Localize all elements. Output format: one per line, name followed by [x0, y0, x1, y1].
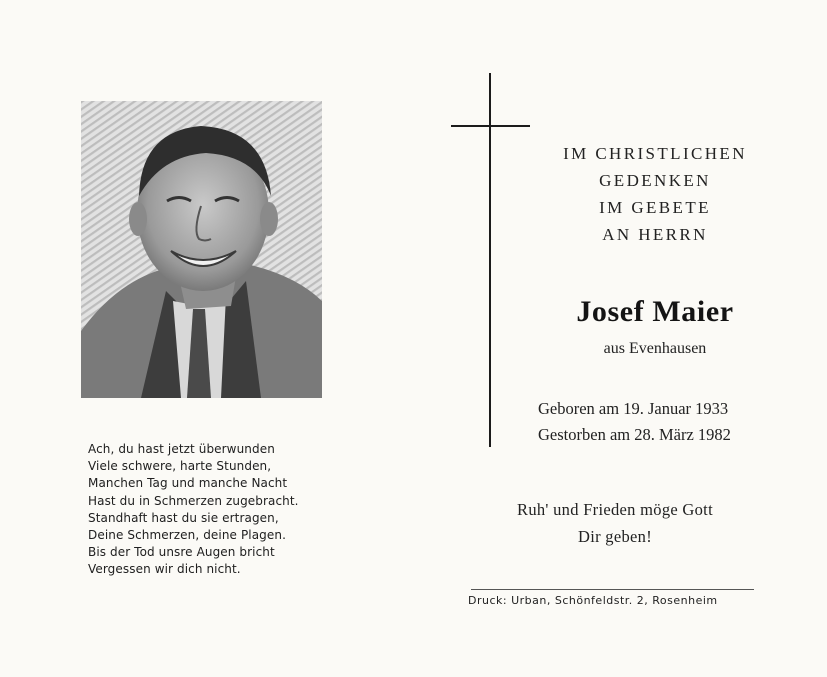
cross-bar	[451, 125, 530, 127]
poem-line: Viele schwere, harte Stunden,	[88, 459, 272, 474]
poem-line: Ach, du hast jetzt überwunden	[88, 442, 275, 456]
printer-imprint: Druck: Urban, Schönfeldstr. 2, Rosenheim	[468, 594, 718, 607]
deceased-name: Josef Maier	[576, 295, 734, 328]
poem	[88, 441, 338, 579]
heading-line: IM GEBETE	[599, 198, 711, 217]
heading-line: GEDENKEN	[599, 171, 711, 190]
memorial-heading	[520, 140, 790, 248]
poem-line: Vergessen wir dich nicht.	[88, 562, 241, 577]
blessing-line: Ruh' und Frieden möge Gott	[517, 500, 713, 519]
cross-icon	[489, 73, 491, 447]
portrait-photo	[81, 101, 322, 398]
poem-line: Bis der Tod unsre Augen bricht	[88, 545, 275, 560]
blessing	[490, 496, 740, 550]
deceased-origin: aus Evenhausen	[603, 340, 707, 357]
birth-date: Geboren am 19. Januar 1933	[538, 399, 729, 418]
death-date: Gestorben am 28. März 1982	[538, 425, 731, 444]
poem-line: Deine Schmerzen, deine Plagen.	[88, 528, 286, 543]
life-dates	[538, 396, 731, 448]
poem-line: Manchen Tag und manche Nacht	[88, 476, 288, 491]
poem-line: Standhaft hast du sie ertragen,	[88, 510, 279, 525]
divider	[471, 589, 754, 590]
poem-line: Hast du in Schmerzen zugebracht.	[88, 493, 299, 508]
heading-line: IM CHRISTLICHEN	[563, 144, 747, 163]
blessing-line: Dir geben!	[577, 527, 652, 546]
heading-line: AN HERRN	[602, 225, 708, 244]
